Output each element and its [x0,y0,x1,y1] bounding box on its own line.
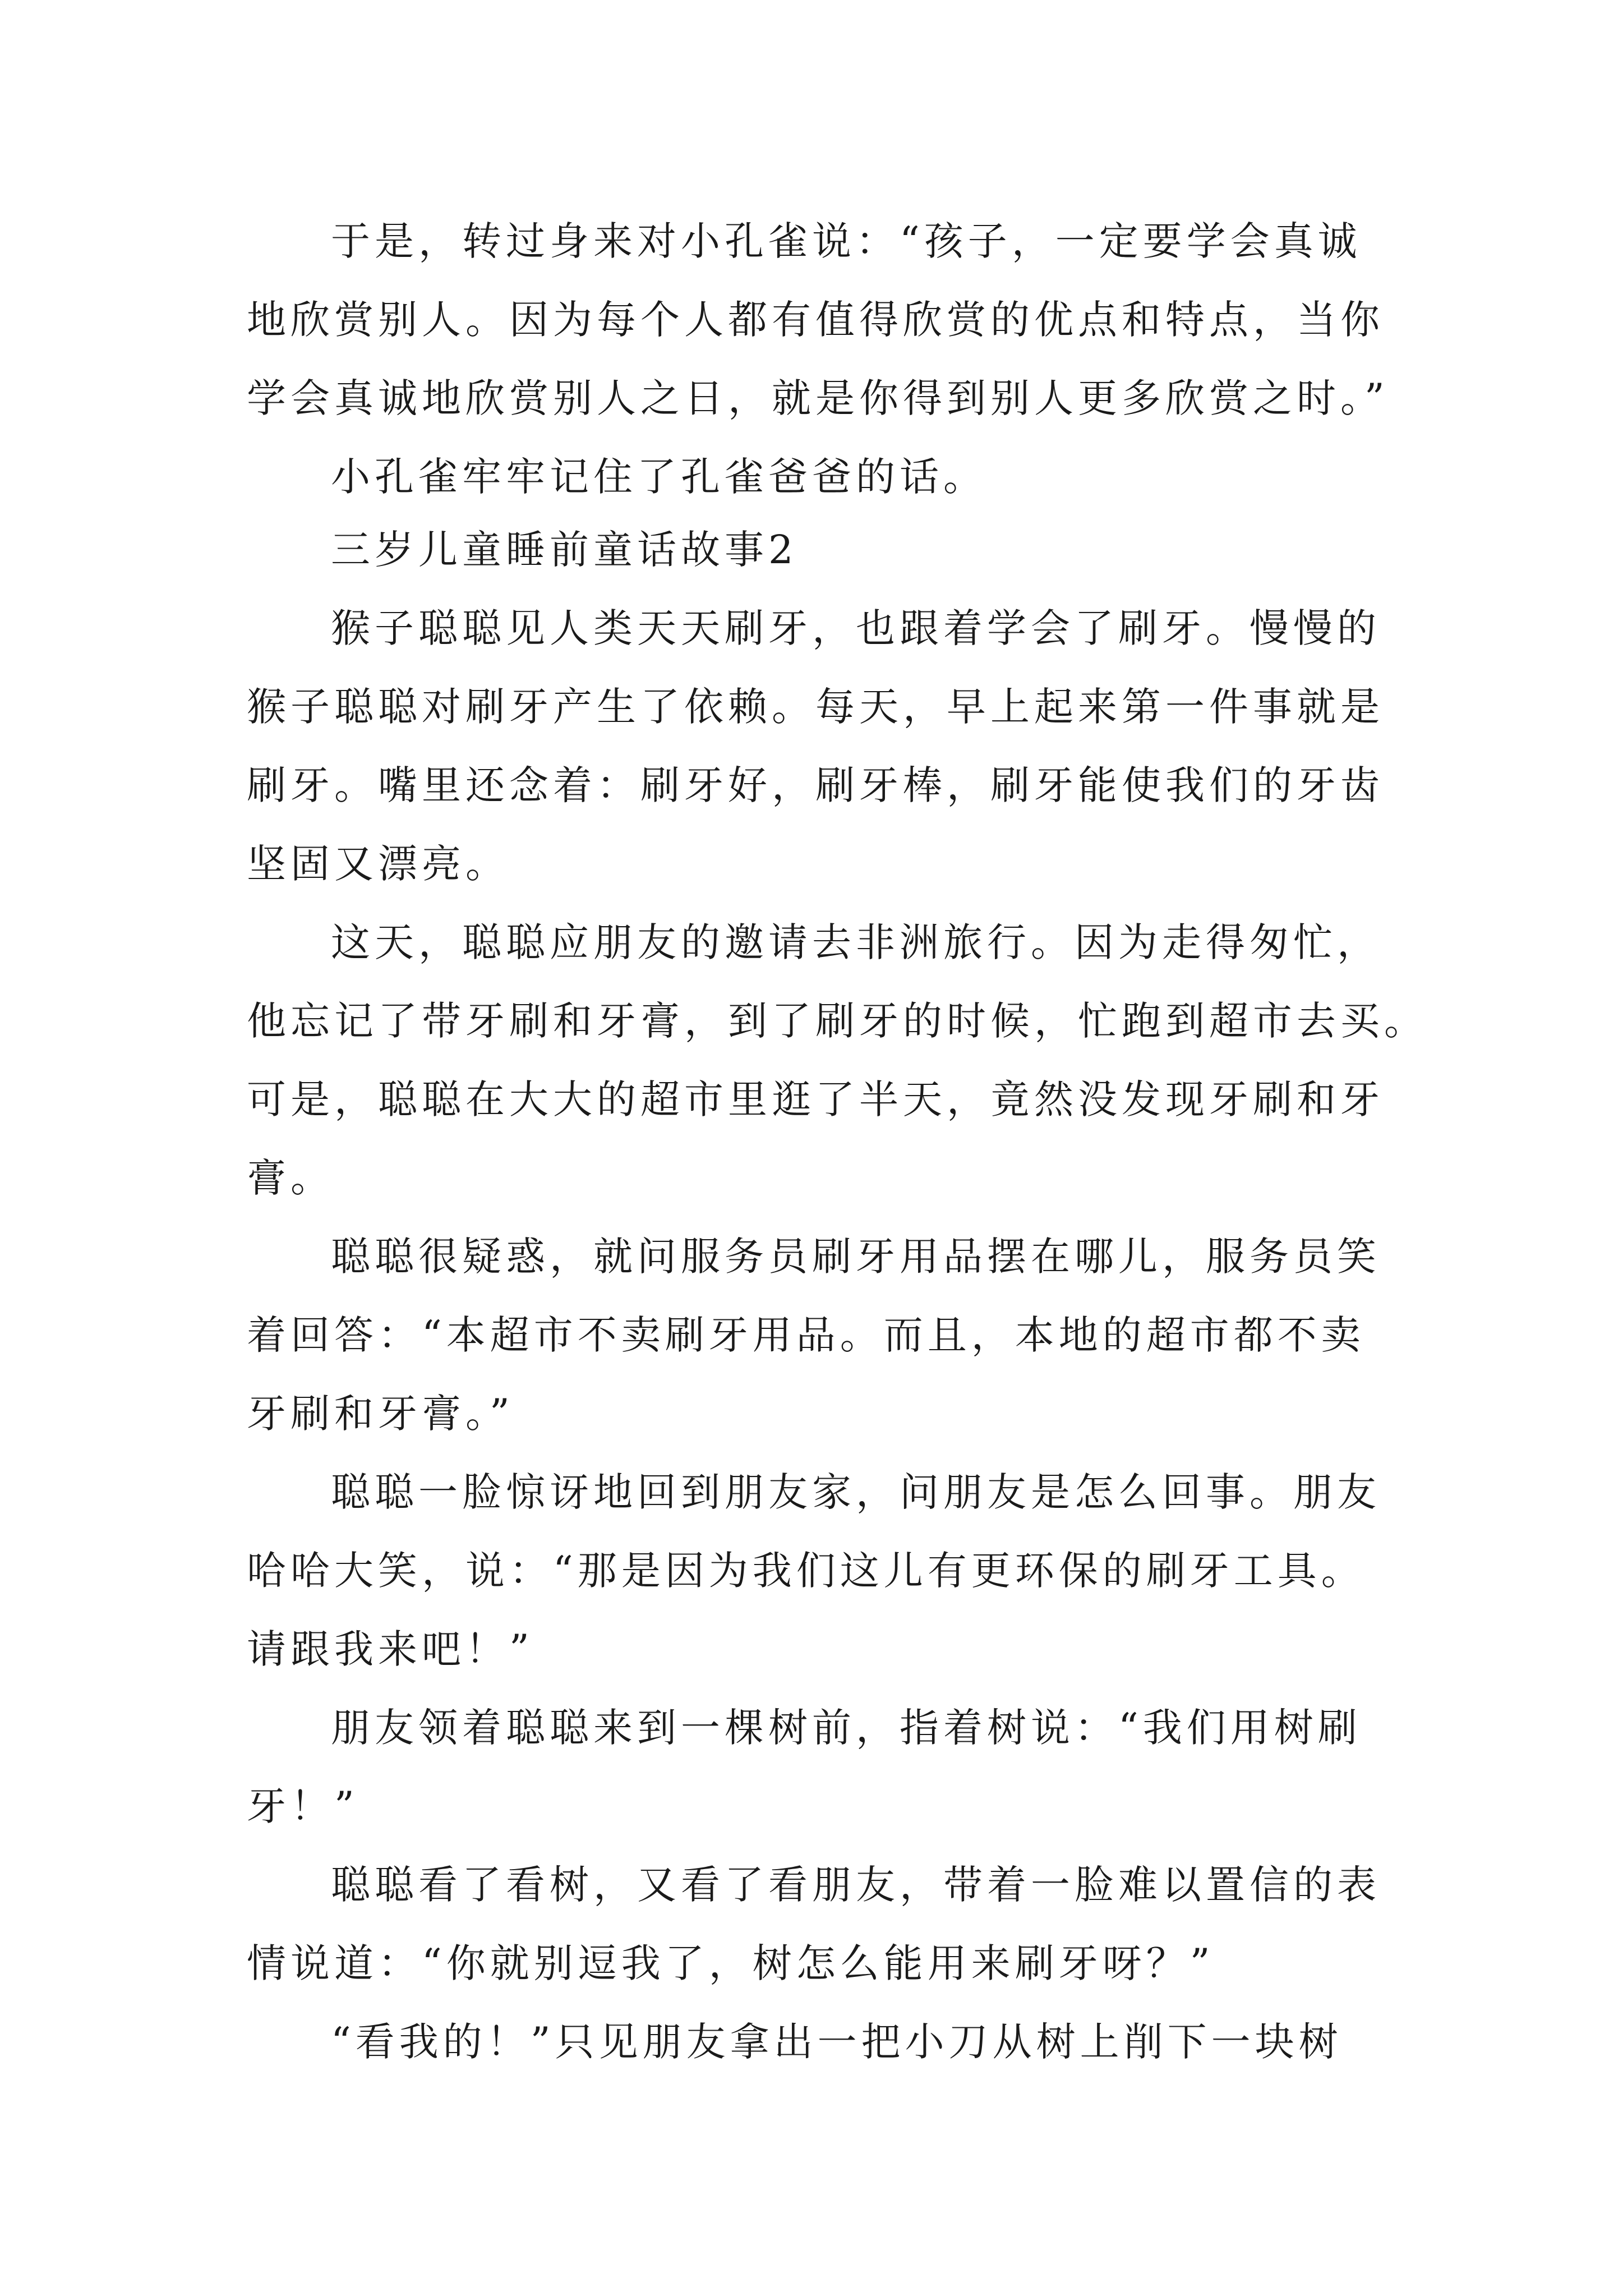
text-line: 膏。 [247,1155,334,1201]
text-line: 牙刷和牙膏。” [247,1391,514,1437]
text-line: 猴子聪聪对刷牙产生了依赖。每天，早上起来第一件事就是 [247,684,1384,730]
text-line: 聪聪一脸惊讶地回到朋友家，问朋友是怎么回事。朋友 [331,1469,1381,1515]
text-line: 聪聪很疑惑，就问服务员刷牙用品摆在哪儿，服务员笑 [331,1234,1381,1280]
text-line: 坚固又漂亮。 [247,841,509,887]
text-line: 哈哈大笑，说：“那是因为我们这儿有更环保的刷牙工具。 [247,1548,1365,1594]
text-line: 这天，聪聪应朋友的邀请去非洲旅行。因为走得匆忙， [331,919,1381,965]
text-line: 小孔雀牢牢记住了孔雀爸爸的话。 [331,454,987,500]
text-line: 可是，聪聪在大大的超市里逛了半天，竟然没发现牙刷和牙 [247,1076,1384,1122]
text-line: 于是，转过身来对小孔雀说：“孩子，一定要学会真诚 [331,218,1362,264]
text-line: 他忘记了带牙刷和牙膏，到了刷牙的时候，忙跑到超市去买。 [247,998,1428,1044]
text-line: 牙！” [247,1783,359,1829]
text-line: 情说道：“你就别逗我了，树怎么能用来刷牙呀？” [247,1940,1215,1986]
text-line: 聪聪看了看树，又看了看朋友，带着一脸难以置信的表 [331,1862,1381,1908]
text-line: 学会真诚地欣赏别人之日，就是你得到别人更多欣赏之时。” [247,375,1389,421]
text-line: 朋友领着聪聪来到一棵树前，指着树说：“我们用树刷 [331,1705,1362,1751]
text-line: “看我的！”只见朋友拿出一把小刀从树上削下一块树 [331,2019,1343,2065]
text-line: 刷牙。嘴里还念着：刷牙好，刷牙棒，刷牙能使我们的牙齿 [247,762,1384,808]
text-line: 地欣赏别人。因为每个人都有值得欣赏的优点和特点，当你 [247,297,1384,343]
section-heading: 三岁儿童睡前童话故事2 [331,527,798,573]
text-line: 请跟我来吧！” [247,1626,534,1672]
text-line: 着回答：“本超市不卖刷牙用品。而且，本地的超市都不卖 [247,1312,1365,1358]
text-line: 猴子聪聪见人类天天刷牙，也跟着学会了刷牙。慢慢的 [331,605,1381,651]
